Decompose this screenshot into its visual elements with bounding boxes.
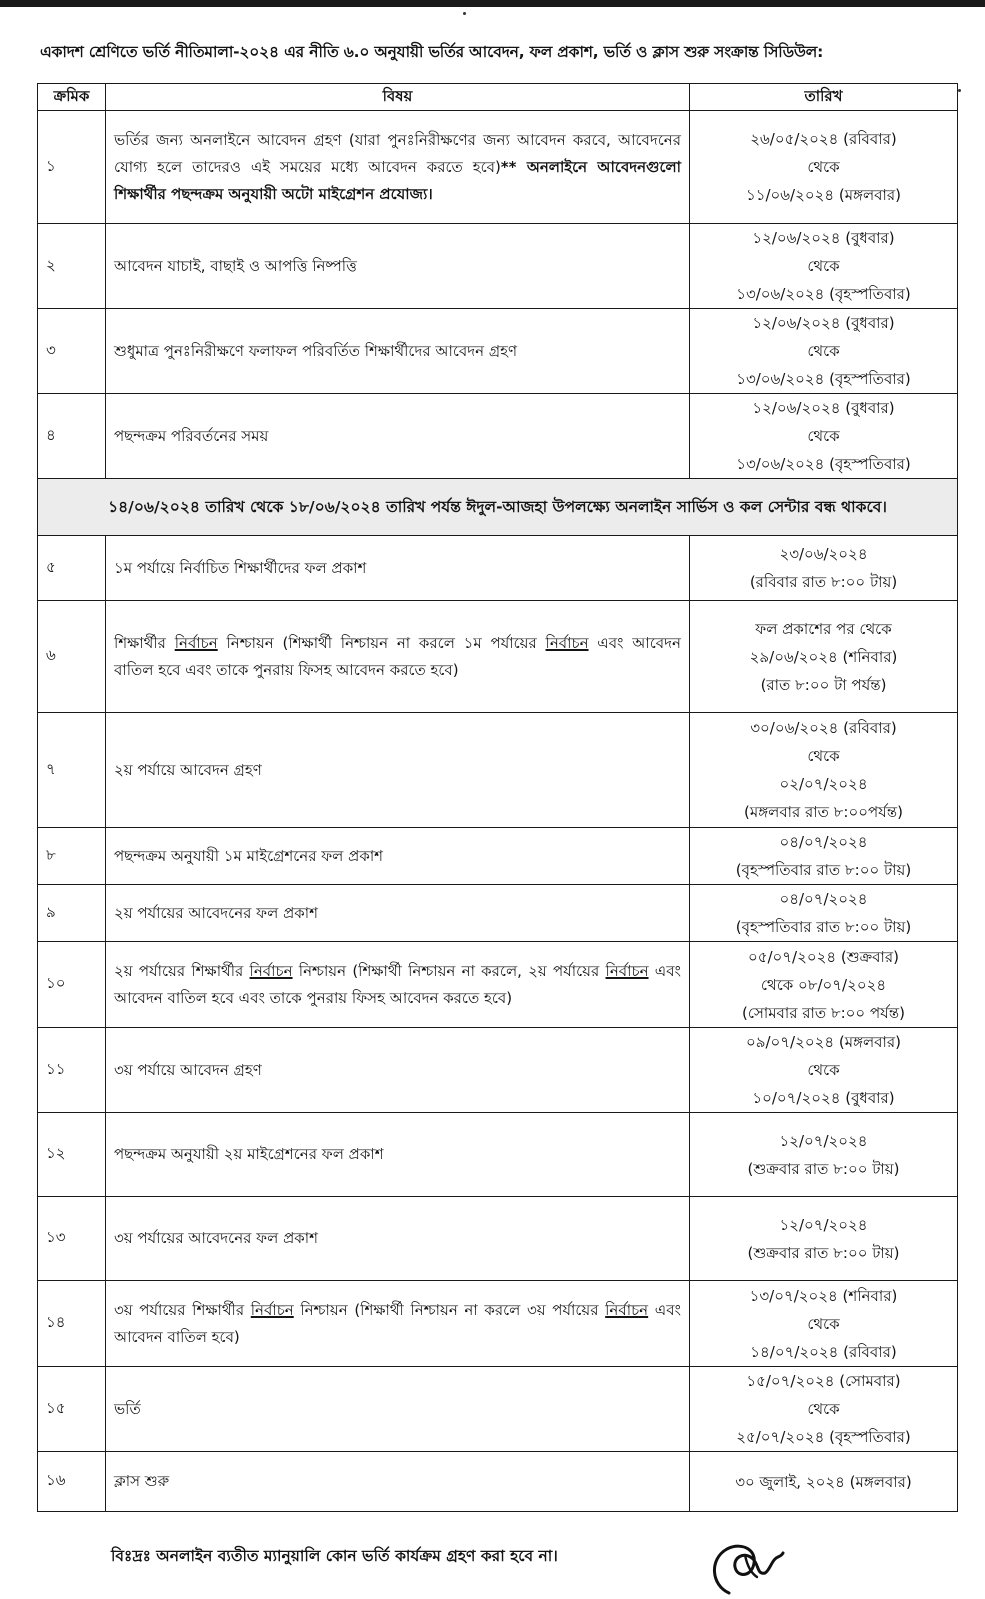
date-line: (শুক্রবার রাত ৮:০০ টায়) (747, 1243, 900, 1262)
date-line: ০৪/০৭/২০২৪ (779, 833, 868, 851)
date-line: (রবিবার রাত ৮:০০ টায়) (749, 573, 898, 591)
date-line: ১৩/০৭/২০২৪ (শনিবার) (749, 1286, 898, 1305)
column-header-serial: ক্রমিক (38, 84, 106, 111)
table-row (38, 536, 958, 601)
date-cell (690, 224, 958, 309)
scan-speck (463, 12, 466, 15)
date-line: ২৩/০৬/২০২৪ (779, 545, 868, 563)
table-row (38, 942, 958, 1028)
serial-cell: ৯ (38, 885, 106, 942)
date-line: ০২/০৭/২০২৪ (779, 775, 868, 793)
subject-text: এবং আবেদন বাতিল হবে) (114, 1300, 682, 1346)
date-line: ৩০ জুলাই, ২০২৪ (মঙ্গলবার) (735, 1472, 912, 1491)
serial-cell: ২ (38, 224, 106, 309)
table-row (38, 394, 958, 479)
date-cell (690, 309, 958, 394)
subject-text: এবং আবেদন বাতিল হবে এবং তাকে পুনরায় ফিসহ আবেদন করতে হবে) (114, 633, 681, 679)
subject-note: ** অনলাইনে আবেদনগুলো শিক্ষার্থীর পছন্দক্রম অনুযায়ী অটো মাইগ্রেশন প্রযোজ্য। (114, 157, 681, 203)
subject-text: ৩য় পর্যায়ের আবেদনের ফল প্রকাশ (114, 1229, 318, 1247)
date-cell (690, 1113, 958, 1197)
subject-text: পছন্দক্রম অনুযায়ী ২য় মাইগ্রেশনের ফল প্রকাশ (114, 1145, 384, 1163)
date-line: ০৫/০৭/২০২৪ (শুক্রবার) (748, 947, 899, 966)
date-line: থেকে (807, 747, 840, 765)
subject-text: পছন্দক্রম পরিবর্তনের সময় (114, 426, 269, 445)
date-line: থেকে ০৮/০৭/২০২৪ (760, 975, 887, 994)
table-row (38, 1281, 958, 1367)
date-line: (শুক্রবার রাত ৮:০০ টায়) (747, 1159, 900, 1178)
subject-cell (106, 1452, 690, 1512)
table-row (38, 1113, 958, 1197)
date-cell (690, 828, 958, 885)
underlined-term: নির্বাচন (545, 633, 589, 652)
scan-speck (958, 89, 961, 92)
date-line: ১০/০৭/২০২৪ (বুধবার) (752, 1089, 895, 1107)
subject-cell (106, 1197, 690, 1281)
underlined-term: নির্বাচন (605, 961, 649, 980)
date-line: ১২/০৬/২০২৪ (বুধবার) (752, 229, 895, 247)
subject-text: পছন্দক্রম অনুযায়ী ১ম মাইগ্রেশনের ফল প্রকাশ (114, 846, 384, 865)
underlined-term: নির্বাচন (250, 1300, 294, 1319)
date-cell (690, 1452, 958, 1512)
date-line: ১১/০৬/২০২৪ (মঙ্গলবার) (746, 186, 901, 204)
subject-cell (106, 713, 690, 828)
date-line: থেকে (807, 1400, 840, 1418)
table-row (38, 828, 958, 885)
subject-cell (106, 394, 690, 479)
notice-row (38, 479, 958, 536)
subject-text: ২য় পর্যায়ের শিক্ষার্থীর (114, 961, 250, 980)
table-row (38, 1028, 958, 1113)
subject-text: ক্লাস শুরু (114, 1472, 170, 1490)
subject-text: নিশ্চায়ন (শিক্ষার্থী নিশ্চায়ন না করলে ৩য় পর্যায়ের (293, 1300, 606, 1319)
serial-cell: ১৩ (38, 1197, 106, 1281)
date-cell (690, 601, 958, 713)
subject-cell (106, 601, 690, 713)
subject-cell (106, 942, 690, 1028)
subject-cell (106, 111, 690, 224)
date-line: ০৪/০৭/২০২৪ (779, 890, 868, 908)
date-cell (690, 111, 958, 224)
serial-cell: ৭ (38, 713, 106, 828)
schedule-table (37, 83, 958, 1512)
subject-cell (106, 1113, 690, 1197)
table-row (38, 885, 958, 942)
serial-cell: ১৪ (38, 1281, 106, 1367)
subject-cell (106, 1367, 690, 1452)
underlined-term: নির্বাচন (605, 1300, 649, 1319)
date-cell (690, 394, 958, 479)
date-line: (রাত ৮:০০ টা পর্যন্ত) (760, 675, 887, 694)
serial-cell: ৩ (38, 309, 106, 394)
date-line: থেকে (807, 427, 840, 445)
subject-text: ২য় পর্যায়ে আবেদন গ্রহণ (114, 760, 262, 779)
table-row (38, 309, 958, 394)
serial-cell: ১ (38, 111, 106, 224)
date-line: থেকে (807, 1314, 840, 1333)
table-row (38, 1367, 958, 1452)
schedule-rows (38, 111, 958, 1512)
subject-text: শিক্ষার্থীর (114, 633, 175, 652)
date-line: (বৃহস্পতিবার রাত ৮:০০ টায়) (735, 918, 912, 936)
date-line: ২৫/০৭/২০২৪ (বৃহস্পতিবার) (736, 1428, 911, 1446)
date-cell (690, 1197, 958, 1281)
serial-cell: ৮ (38, 828, 106, 885)
table-row (38, 601, 958, 713)
date-line: ১২/০৭/২০২৪ (779, 1131, 868, 1150)
date-line: ২৬/০৫/২০২৪ (রবিবার) (750, 130, 897, 148)
date-cell (690, 713, 958, 828)
date-line: ১৩/০৬/২০২৪ (বৃহস্পতিবার) (736, 285, 911, 303)
serial-cell: ১৬ (38, 1452, 106, 1512)
date-line: ৩০/০৬/২০২৪ (রবিবার) (750, 719, 897, 737)
serial-cell: ১২ (38, 1113, 106, 1197)
date-line: ১৩/০৬/২০২৪ (বৃহস্পতিবার) (736, 455, 911, 473)
serial-cell: ৫ (38, 536, 106, 601)
date-cell (690, 942, 958, 1028)
subject-text: শুধুমাত্র পুনঃনিরীক্ষণে ফলাফল পরিবর্তিত শিক্ষার্থীদের আবেদন গ্রহণ (114, 341, 518, 360)
serial-cell: ৬ (38, 601, 106, 713)
date-line: ১৫/০৭/২০২৪ (সোমবার) (746, 1372, 901, 1390)
column-header-date: তারিখ (690, 84, 958, 111)
date-line: থেকে (807, 342, 840, 360)
date-line: (সোমবার রাত ৮:০০ পর্যন্ত) (742, 1003, 905, 1022)
serial-cell: ১১ (38, 1028, 106, 1113)
subject-cell (106, 1281, 690, 1367)
date-cell (690, 1281, 958, 1367)
subject-cell (106, 536, 690, 601)
subject-text: ভর্তি (114, 1399, 141, 1418)
serial-cell: ১৫ (38, 1367, 106, 1452)
subject-cell (106, 1028, 690, 1113)
subject-text: এবং আবেদন বাতিল হবে এবং তাকে পুনরায় ফিসহ আবেদন করতে হবে) (114, 961, 681, 1007)
table-row (38, 224, 958, 309)
date-line: ফল প্রকাশের পর থেকে (755, 619, 892, 638)
table-header-row (38, 84, 958, 111)
date-line: ১২/০৭/২০২৪ (779, 1215, 868, 1234)
signature-icon (705, 1515, 795, 1599)
date-line: থেকে (807, 257, 840, 275)
date-line: (বৃহস্পতিবার রাত ৮:০০ টায়) (735, 861, 912, 879)
underlined-term: নির্বাচন (174, 633, 218, 652)
date-line: ১২/০৬/২০২৪ (বুধবার) (752, 314, 895, 332)
column-header-subject: বিষয় (106, 84, 690, 111)
subject-text: ৩য় পর্যায়ের শিক্ষার্থীর (114, 1300, 251, 1319)
subject-cell (106, 828, 690, 885)
date-line: (মঙ্গলবার রাত ৮:০০পর্যন্ত) (744, 803, 903, 821)
subject-cell (106, 309, 690, 394)
date-cell (690, 1367, 958, 1452)
subject-text: নিশ্চায়ন (শিক্ষার্থী নিশ্চায়ন না করলে, ২য় পর্যায়ের (292, 961, 606, 980)
date-line: ০৯/০৭/২০২৪ (মঙ্গলবার) (746, 1033, 901, 1051)
date-cell (690, 1028, 958, 1113)
holiday-notice: ১৪/০৬/২০২৪ তারিখ থেকে ১৮/০৬/২০২৪ তারিখ পর্যন্ত ঈদুল-আজহা উপলক্ষ্যে অনলাইন সার্ভিস ও কল সেন্টার বন্ধ থাকবে। (38, 479, 958, 536)
date-line: থেকে (807, 158, 840, 176)
footnote: বিঃদ্রঃ অনলাইন ব্যতীত ম্যানুয়ালি কোন ভর্তি কার্যক্রম গ্রহণ করা হবে না। (111, 1547, 558, 1565)
date-cell (690, 536, 958, 601)
subject-text: ভর্তির জন্য অনলাইনে আবেদন গ্রহণ (যারা পুনঃনিরীক্ষণের জন্য আবেদন করবে, আবেদনের যোগ্য হলে তাদেরও এই সময়ের মধ্যে আবেদন করতে হবে) (114, 130, 681, 176)
date-line: ১৪/০৭/২০২৪ (রবিবার) (750, 1342, 897, 1361)
table-row (38, 111, 958, 224)
table-row (38, 1452, 958, 1512)
table-row (38, 1197, 958, 1281)
table-row (38, 713, 958, 828)
serial-cell: ৪ (38, 394, 106, 479)
date-line: ১২/০৬/২০২৪ (বুধবার) (752, 399, 895, 417)
top-border (0, 0, 985, 7)
subject-cell (106, 224, 690, 309)
serial-cell: ১০ (38, 942, 106, 1028)
date-line: ১৩/০৬/২০২৪ (বৃহস্পতিবার) (736, 370, 911, 388)
date-cell (690, 885, 958, 942)
page-title: একাদশ শ্রেণিতে ভর্তি নীতিমালা-২০২৪ এর নীতি ৬.০ অনুযায়ী ভর্তির আবেদন, ফল প্রকাশ, ভর্তি ও ক্লাস শুরু সংক্রান্ত সিডিউল: (40, 43, 824, 61)
subject-text: ২য় পর্যায়ের আবেদনের ফল প্রকাশ (114, 903, 318, 922)
underlined-term: নির্বাচন (249, 961, 293, 980)
date-line: ২৯/০৬/২০২৪ (শনিবার) (749, 647, 898, 666)
subject-text: ৩য় পর্যায়ে আবেদন গ্রহণ (114, 1060, 262, 1079)
subject-text: আবেদন যাচাই, বাছাই ও আপত্তি নিষ্পত্তি (114, 256, 357, 275)
date-line: থেকে (807, 1061, 840, 1079)
subject-text: ১ম পর্যায়ে নির্বাচিত শিক্ষার্থীদের ফল প্রকাশ (114, 558, 367, 577)
subject-cell (106, 885, 690, 942)
subject-text: নিশ্চায়ন (শিক্ষার্থী নিশ্চায়ন না করলে ১ম পর্যায়ের (217, 633, 546, 652)
